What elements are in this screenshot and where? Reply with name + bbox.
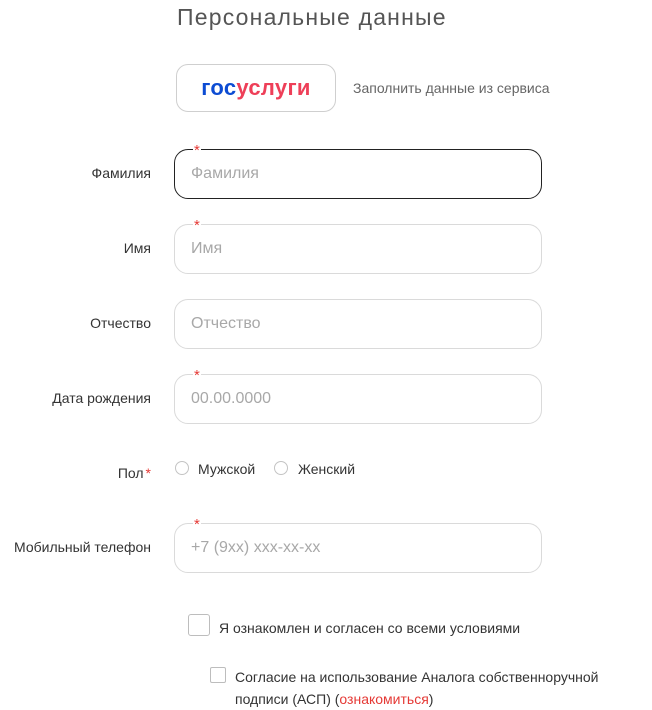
- patronymic-label: Отчество: [90, 315, 151, 331]
- gender-label-text: Пол: [117, 465, 144, 481]
- asp-checkbox[interactable]: [210, 667, 226, 683]
- last-name-input[interactable]: [174, 149, 542, 199]
- gender-male-label[interactable]: Мужской: [198, 461, 256, 477]
- gender-male-radio[interactable]: [175, 461, 189, 475]
- birth-date-input[interactable]: [174, 374, 542, 424]
- phone-label: Мобильный телефон: [14, 539, 151, 555]
- birth-date-label: Дата рождения: [52, 390, 151, 406]
- terms-text: Я ознакомлен и согласен со всеми условиями: [219, 620, 521, 636]
- fill-from-service-text: Заполнить данные из сервиса: [353, 80, 550, 96]
- gosuslugi-logo: [201, 75, 311, 101]
- first-name-required-mark: *: [194, 217, 200, 234]
- asp-consent-close: ): [428, 691, 434, 707]
- gender-label: [118, 465, 151, 481]
- gosuslugi-button[interactable]: [176, 64, 336, 112]
- last-name-label: Фамилия: [91, 165, 151, 181]
- last-name-required-mark: *: [194, 142, 200, 159]
- first-name-label: Имя: [123, 240, 151, 256]
- terms-checkbox[interactable]: [188, 614, 210, 636]
- gosuslugi-logo-uslugi: услуги: [236, 75, 311, 100]
- phone-input[interactable]: [174, 523, 542, 573]
- gosuslugi-logo-gos: гос: [201, 75, 237, 100]
- gender-female-radio[interactable]: [274, 461, 288, 475]
- patronymic-input[interactable]: [174, 299, 542, 349]
- asp-consent-text: [235, 666, 635, 710]
- phone-required-mark: *: [194, 516, 200, 533]
- asp-consent-label: Согласие на использование Аналога собственноручной подписи (АСП) (: [235, 669, 599, 707]
- first-name-input[interactable]: [174, 224, 542, 274]
- page-title: Персональные данные: [177, 4, 447, 30]
- birth-date-required-mark: *: [194, 367, 200, 384]
- gender-female-label[interactable]: Женский: [298, 461, 356, 477]
- asp-read-link[interactable]: ознакомиться: [339, 691, 429, 707]
- gender-required-mark: *: [145, 465, 151, 481]
